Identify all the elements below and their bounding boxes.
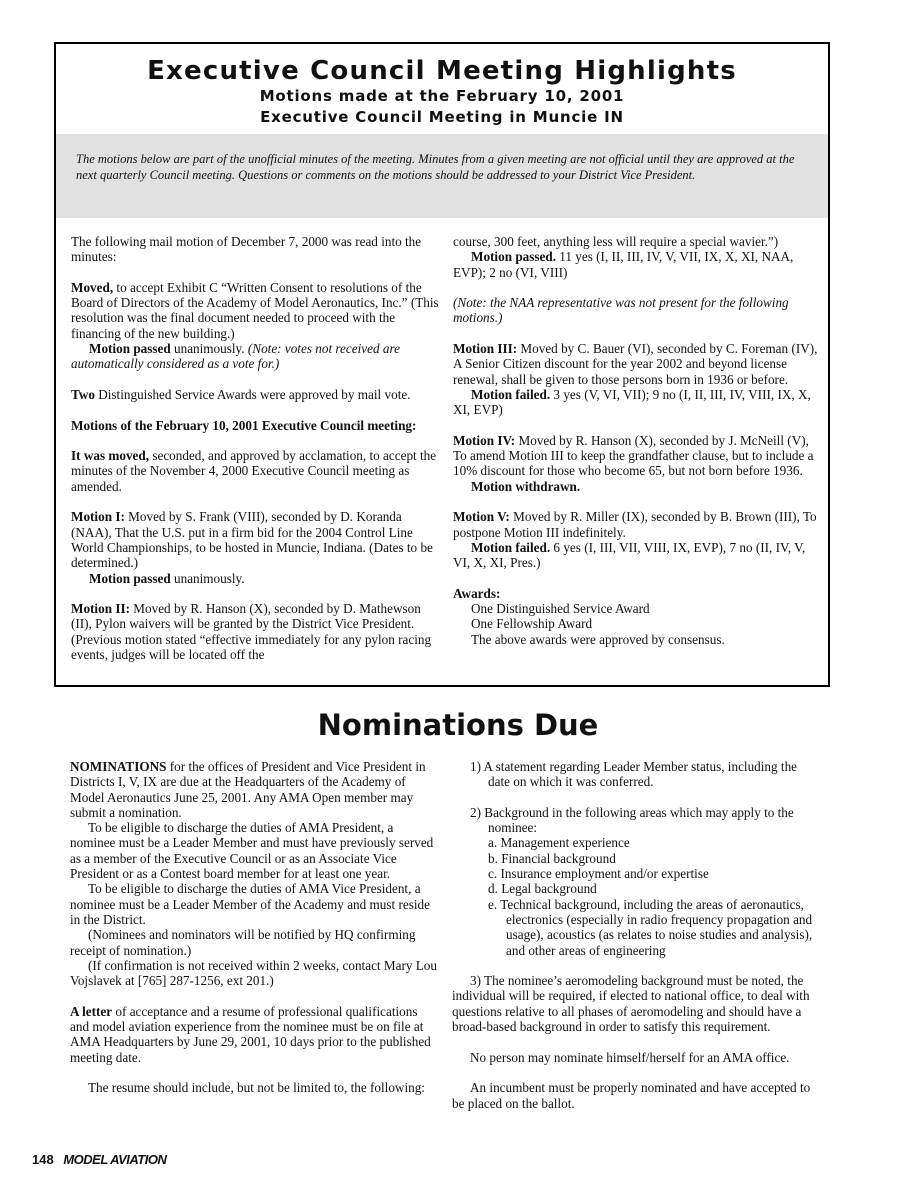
paragraph: No person may nominate himself/herself for an AMA office.: [470, 1049, 790, 1065]
requirement-item: 1) A statement regarding Leader Member status, including the date on which it was conferred.: [470, 759, 798, 790]
council-subtitle-line2: Executive Council Meeting in Muncie IN: [260, 108, 624, 126]
paragraph: An incumbent must be properly nominated and have accepted to be placed on the ballot.: [452, 1080, 811, 1111]
paragraph: Motion failed. 3 yes (V, VI, VII); 9 no (I, II, III, IV, VIII, IX, X, XI, EVP): [453, 386, 811, 418]
list-item: c. Insurance employment and/or expertise: [488, 866, 709, 882]
paragraph: NOMINATIONS for the offices of President and Vice President in Districts I, V, IX are due at the Headquarters of the Academy of Model Aeronautics June 25, 2001. Any AMA Open member may submit a nomination.: [70, 759, 426, 820]
list-item: e. Technical background, including the areas of aeronautics, electronics (especially in radio frequency propagation and usage), acoustics (as relates to noise studies and analysis), and other areas of engineering: [488, 896, 813, 958]
magazine-name: MODEL AVIATION: [63, 1152, 167, 1167]
paragraph: Motion III: Moved by C. Bauer (VI), seconded by C. Foreman (IV), A Senior Citizen discount for the year 2002 and beyond license renewal, shall be given to those persons born in 1936 or before.: [453, 341, 818, 387]
paragraph: The following mail motion of December 7, 2000 was read into the minutes:: [71, 234, 422, 265]
list-item: a. Management experience: [488, 835, 630, 851]
paragraph: To be eligible to discharge the duties of AMA President, a nominee must be a Leader Member and must have previously served as a member of the Executive Council or as an Associate Vice President or as a Contest board member for at least one year.: [70, 820, 434, 882]
paragraph: It was moved, seconded, and approved by acclamation, to accept the minutes of the November 4, 2000 Executive Council meeting as amended.: [71, 448, 437, 494]
paragraph: Motion failed. 6 yes (I, III, VII, VIII, IX, EVP), 7 no (II, IV, V, VI, X, XI, Pres.): [453, 539, 806, 571]
section-heading: Motions of the February 10, 2001 Executive Council meeting:: [71, 417, 417, 433]
nominations-right-column: [452, 759, 820, 1111]
award-item: One Distinguished Service Award: [471, 601, 650, 617]
council-left-column: [71, 234, 439, 662]
paragraph: A letter of acceptance and a resume of professional qualifications and model aviation experience from the nominee must be on file at AMA Headquarters by June 29, 2001, 10 days prior to the published meeting date.: [70, 1003, 431, 1065]
page-footer: [32, 1152, 166, 1167]
council-title: Executive Council Meeting Highlights: [147, 56, 737, 86]
award-item: The above awards were approved by consensus.: [471, 631, 725, 647]
council-note: The motions below are part of the unofficial minutes of the meeting. Minutes from a given meeting are not official until they are approved at the next quarterly Council meeting. Questions or comments on the motions should be addressed to your District Vice President.: [76, 152, 795, 182]
nominations-title: Nominations Due: [317, 708, 599, 742]
background-list: [452, 835, 820, 957]
award-item: One Fellowship Award: [471, 616, 593, 632]
paragraph: The resume should include, but not be limited to, the following:: [88, 1080, 425, 1096]
list-item: b. Financial background: [488, 850, 616, 866]
paragraph: (Nominees and nominators will be notified by HQ confirming receipt of nomination.): [70, 927, 416, 958]
paragraph: Motion V: Moved by R. Miller (IX), seconded by B. Brown (III), To postpone Motion III indefinitely.: [453, 509, 817, 540]
council-right-column: [453, 234, 821, 647]
paragraph: To be eligible to discharge the duties of AMA Vice President, a nominee must be a Leader Member of the Academy and must reside in the District.: [70, 881, 430, 927]
paragraph: Motion withdrawn.: [471, 478, 581, 494]
requirement-item: 2) Background in the following areas which may apply to the nominee:: [470, 804, 794, 836]
paragraph: Motion passed unanimously.: [89, 570, 245, 586]
requirement-item: 3) The nominee’s aeromodeling background must be noted, the individual will be required, if elected to national office, to deal with questions relative to all phases of aeromodeling and should have a broad-based background in order to satisfy this requirement.: [452, 973, 810, 1035]
paragraph: (Note: the NAA representative was not present for the following motions.): [453, 295, 789, 326]
awards-label: Awards:: [453, 585, 501, 601]
paragraph: Motion passed unanimously. (Note: votes not received are automatically considered as a vote for.): [71, 341, 400, 372]
page-number: 148: [32, 1152, 54, 1167]
list-item: d. Legal background: [488, 881, 597, 897]
paragraph: Motion II: Moved by R. Hanson (X), seconded by D. Mathewson (II), Pylon waivers will be granted by the District Vice President. (Previous motion stated “effective immediately for any pylon racing events, judges will be located off the: [71, 601, 432, 663]
council-subtitle-line1: Motions made at the February 10, 2001: [259, 87, 625, 105]
paragraph: Motion IV: Moved by R. Hanson (X), seconded by J. McNeill (V), To amend Motion III to keep the grandfather clause, but to include a 10% discount for those who become 65, but not born before 1936.: [453, 432, 814, 479]
nominations-left-column: [70, 759, 438, 1096]
paragraph: (If confirmation is not received within 2 weeks, contact Mary Lou Vojslavek at [765] 287-1256, ext 201.): [70, 957, 437, 989]
paragraph: Motion I: Moved by S. Frank (VIII), seconded by D. Koranda (NAA), That the U.S. put in a firm bid for the 2004 Control Line World Championships, to be hosted in Muncie, Indiana. (Dates to be determined.): [71, 509, 433, 571]
paragraph: Motion passed. 11 yes (I, II, III, IV, V, VII, IX, X, XI, NAA, EVP); 2 no (VI, VIII): [453, 249, 794, 280]
paragraph: course, 300 feet, anything less will require a special wavier.”): [453, 234, 779, 249]
paragraph: Two Distinguished Service Awards were approved by mail vote.: [71, 386, 411, 402]
council-note-band: [56, 134, 828, 218]
executive-council-box: [54, 42, 830, 687]
paragraph: Moved, to accept Exhibit C “Written Consent to resolutions of the Board of Directors of the Academy of Model Aeronautics, Inc.” (This resolution was the final document needed to proceed with the financing of the new building.): [71, 279, 439, 341]
